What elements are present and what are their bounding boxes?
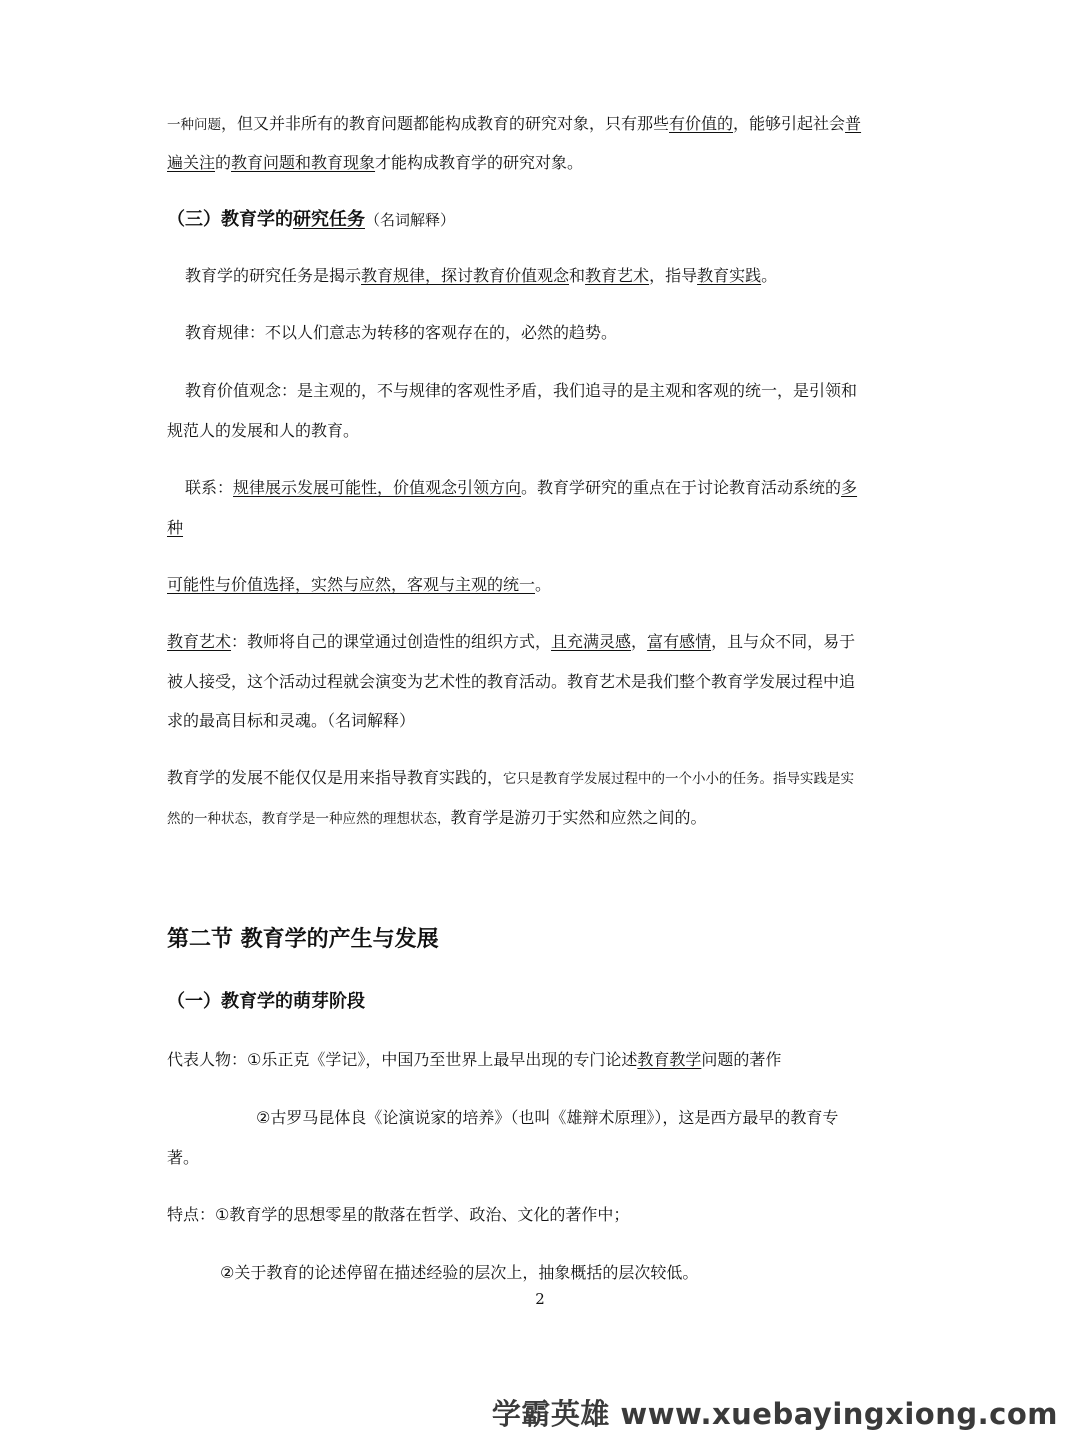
text-run: 教育学的研究任务是揭示 [185,266,362,285]
paragraph-line: 教育规律：不以人们意志为转移的客观存在的，必然的趋势。 [185,323,618,342]
underlined-text: 多 [841,478,858,497]
underlined-text: 有价值的 [669,114,734,133]
paragraph-line [167,807,707,830]
text-run: 它只是教育学发展过程中的一个小小的任务。指导实践是实 [503,771,855,787]
paragraph-line [167,631,855,653]
text-run: 教育学是游刃于实然和应然之间的。 [450,808,707,827]
paragraph-line [167,152,583,174]
underlined-text: 富有感情 [647,632,712,651]
text-run: 代表人物：①乐正克《学记》，中国乃至世界上最早出现的专门论述 [167,1050,638,1069]
paragraph-line [185,265,777,287]
text-run: ，但又并非所有的教育问题都能构成教育的研究对象，只有那些 [221,114,670,133]
paragraph-line [167,1049,781,1071]
paragraph-line: ②关于教育的论述停留在描述经验的层次上，抽象概括的层次较低。 [220,1263,699,1282]
paragraph-line: 求的最高目标和灵魂。（名词解释） [167,711,416,730]
heading-text: （三）教育学的 [167,209,293,230]
underlined-text: 教育艺术 [585,266,650,285]
page-number: 2 [535,1290,545,1308]
underlined-text: 教育实践 [697,266,762,285]
chapter-section-title: 第二节 教育学的产生与发展 [167,927,439,952]
paragraph-line [185,477,857,499]
paragraph-line: 特点：①教育学的思想零星的散落在哲学、政治、文化的著作中； [167,1205,630,1224]
underlined-text: 教育艺术 [167,632,232,651]
underlined-heading-text: 研究任务 [293,209,365,230]
heading-note: （名词解释） [365,211,456,229]
text-run: 一种问题 [167,117,221,133]
paragraph-line: 规范人的发展和人的教育。 [167,421,360,440]
paragraph-line [167,517,183,539]
text-run: ， [631,632,648,651]
text-run: 联系： [185,478,234,497]
text-run: 和 [569,266,586,285]
paragraph-line [167,113,861,136]
underlined-text: 教育教学 [637,1050,702,1069]
paragraph-line: 被人接受，这个活动过程就会演变为艺术性的教育活动。教育艺术是我们整个教育学发展过程中追 [167,672,856,691]
section-heading-sprout-stage: （一）教育学的萌芽阶段 [167,991,365,1012]
paragraph-line: ②古罗马昆体良《论演说家的培养》（也叫《雄辩术原理》），这是西方最早的教育专 [256,1108,839,1127]
text-run: 。教育学研究的重点在于讨论教育活动系统的 [521,478,842,497]
paragraph-line [167,767,854,790]
paragraph-line: 教育价值观念：是主观的，不与规律的客观性矛盾，我们追寻的是主观和客观的统一，是引领和 [185,381,858,400]
underlined-text: 教育问题和教育现象 [231,153,376,172]
text-run: 。 [535,575,552,594]
paragraph-line: 著。 [167,1148,200,1167]
text-run: ：教师将自己的课堂通过创造性的组织方式， [231,632,552,651]
text-run: ，且与众不同，易于 [711,632,856,651]
text-run: 教育学的发展不能仅仅是用来指导教育实践的， [167,768,504,787]
text-run: 才能构成教育学的研究对象。 [375,153,584,172]
text-run: ，指导 [649,266,698,285]
text-run: 的 [215,153,232,172]
text-run: 然的一种状态，教育学是一种应然的理想状态， [167,811,451,827]
underlined-text: 且充满灵感 [551,632,632,651]
watermark-text: 学霸英雄 www.xuebayingxiong.com [491,1397,1058,1431]
underlined-text: 规律展示发展可能性，价值观念引领方向 [233,478,522,497]
paragraph-line [167,574,551,596]
underlined-text: 普 [845,114,862,133]
text-run: ，能够引起社会 [733,114,846,133]
underlined-text: 遍关注 [167,153,216,172]
underlined-text: 可能性与价值选择，实然与应然，客观与主观的统一 [167,575,536,594]
section-heading-research-tasks [167,208,455,232]
underlined-text: 教育规律，探讨教育价值观念 [361,266,570,285]
text-run: 问题的著作 [701,1050,782,1069]
underlined-text: 种 [167,518,184,537]
text-run: 。 [761,266,778,285]
